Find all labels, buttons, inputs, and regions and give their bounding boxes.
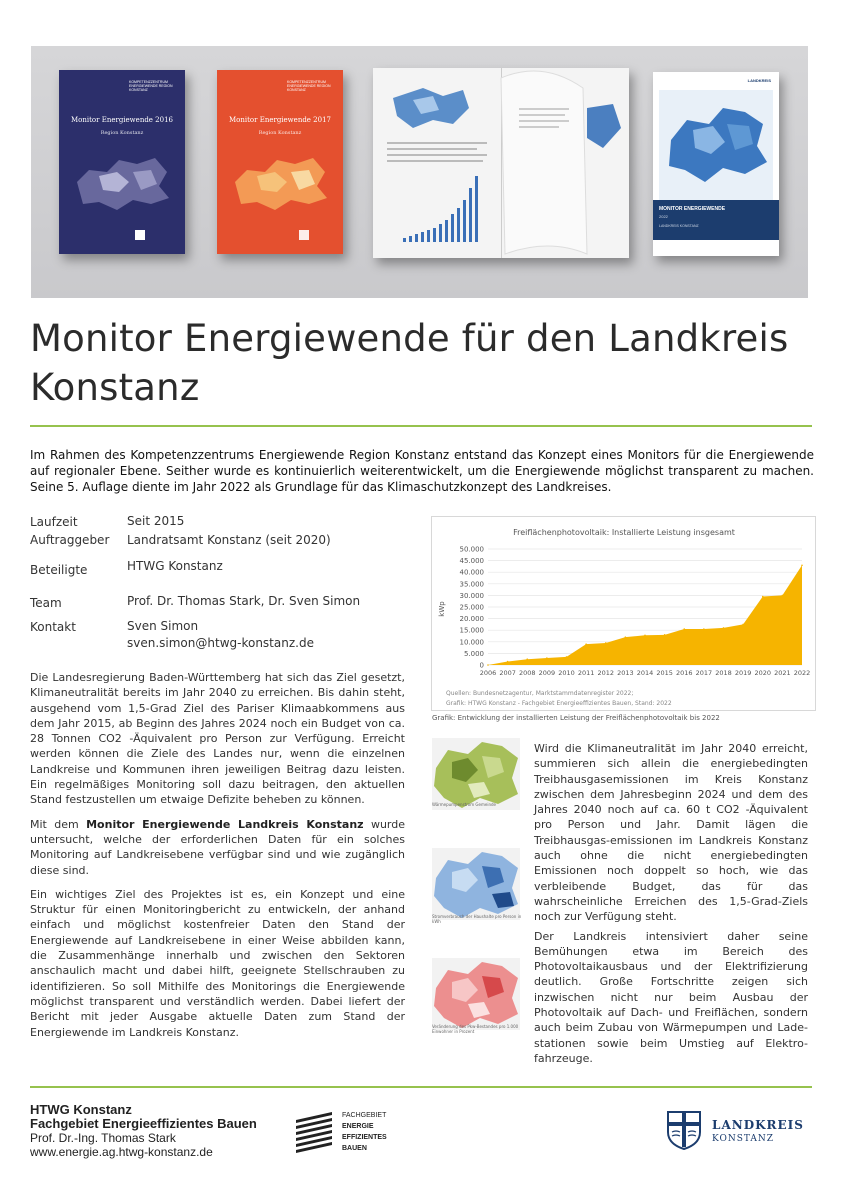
chart-source-1: Quellen: Bundesnetzagentur, Marktstammdatenregister 2022; xyxy=(446,690,634,697)
data-point-2022 xyxy=(801,564,803,566)
data-point-2007 xyxy=(507,661,509,663)
fgeeb-logo xyxy=(296,1112,406,1160)
map-household-power xyxy=(432,848,520,920)
chart-caption: Grafik: Entwicklung der installierten Leistung der Freiflächenphotovoltaik bis 2022 xyxy=(432,714,720,722)
cover-subtitle: Region Konstanz xyxy=(258,130,302,136)
region-map-graphic xyxy=(217,142,343,222)
y-tick-label: 50.000 xyxy=(459,545,484,554)
contact-email-link[interactable]: sven.simon@htwg-konstanz.de xyxy=(127,636,314,650)
y-tick-label: 0 xyxy=(479,661,484,670)
map-car-stock-legend: Veränderung des Pkw-Bestandes pro 1.000 Einwohner in Prozent xyxy=(432,1024,519,1034)
data-point-2011 xyxy=(585,643,587,645)
landkreis-logo-l2: KONSTANZ xyxy=(712,1134,775,1144)
intro-paragraph: Im Rahmen des Kompetenzzentrums Energiewende Region Konstanz entstand das Konzept eines Monitors für die Energiewende auf regionaler Ebene. Seither wurde es kontinuierlich weiterentwickelt, um die Energiewende möglichst transparent zu machen. Seine 5. Auflage diente im Jahr 2022 als Grundlage für das Klimaschutzkonzept des Landkreises. xyxy=(30,448,814,494)
cover-year: 2022 xyxy=(659,214,668,219)
left-column xyxy=(30,670,405,1049)
y-tick-label: 15.000 xyxy=(459,626,484,635)
fgeeb-logo-l2: ENERGIE xyxy=(342,1123,374,1130)
x-tick-label: 2013 xyxy=(617,669,634,677)
map-heat-pump xyxy=(432,738,520,810)
fgeeb-logo-l1: FACHGEBIET xyxy=(342,1112,387,1119)
data-point-2009 xyxy=(546,657,548,659)
data-point-2010 xyxy=(566,656,568,658)
data-point-2016 xyxy=(683,628,685,630)
cover-brand: LANDKREIS xyxy=(747,78,771,83)
report-cover-2016 xyxy=(59,70,185,254)
x-tick-label: 2014 xyxy=(636,669,654,677)
y-tick-label: 45.000 xyxy=(459,557,484,566)
fact-label-laufzeit: Laufzeit xyxy=(30,515,78,529)
x-tick-label: 2019 xyxy=(734,669,752,677)
data-point-2013 xyxy=(625,636,627,638)
x-tick-label: 2006 xyxy=(479,669,497,677)
data-point-2020 xyxy=(762,596,764,598)
cover-title: Monitor Energiewende 2017 xyxy=(228,116,331,124)
map-car-stock xyxy=(432,958,520,1030)
open-report xyxy=(373,68,629,258)
x-tick-label: 2017 xyxy=(695,669,713,677)
project-name: Monitor Energiewende Landkreis Konstanz xyxy=(86,817,364,831)
footer-professor: Prof. Dr.-Ing. Thomas Stark xyxy=(30,1131,176,1145)
chart-source-2: Grafik: HTWG Konstanz - Fachgebiet Energieeffizientes Bauen, Stand: 2022 xyxy=(446,700,672,707)
x-tick-label: 2021 xyxy=(774,669,791,677)
x-tick-label: 2020 xyxy=(754,669,772,677)
footer-institution: HTWG Konstanz xyxy=(30,1102,132,1117)
fact-label-auftraggeber: Auftraggeber xyxy=(30,533,110,547)
cover-subtitle: Region Konstanz xyxy=(100,130,144,136)
data-point-2018 xyxy=(723,627,725,629)
data-point-2014 xyxy=(644,635,646,637)
cover-title: Monitor Energiewende 2016 xyxy=(70,116,173,124)
cover-logo xyxy=(299,230,309,240)
paragraph-1: Die Landesregierung Baden-Württemberg hat sich das Ziel gesetzt, Klimaneutralität bereits im Jahr 2040 zu erreichen. Bis dahin steht, ausgehend vom 1,5-Grad Ziel des Pariser Klimaabkommens aus dem Jahr 2015, ab Beginn des Jahres 2024 noch ein Budget von ca. 28 Tonnen CO2 -Äquivalent pro Person zur Verfügung. Erreicht werden können die Ziele des Landes nur, wenn die einzelnen Landkreise und Kommunen ihren jeweiligen Beitrag dazu leisten. Ein regelmäßiges Monitoring soll dazu beitragen, den aktuellen Stand festzustellen um etwaige Defizite beheben zu können. xyxy=(30,671,405,807)
fact-label-kontakt: Kontakt xyxy=(30,620,76,634)
fact-value-team: Prof. Dr. Thomas Stark, Dr. Sven Simon xyxy=(127,594,361,608)
x-tick-label: 2018 xyxy=(715,669,732,677)
cover-subtitle: LANDKREIS KONSTANZ xyxy=(659,224,699,228)
fgeeb-logo-l3: EFFIZIENTES xyxy=(342,1134,387,1141)
fact-value-kontakt-name: Sven Simon xyxy=(127,619,199,633)
pv-chart-svg xyxy=(432,517,815,710)
cover-publisher: KOMPETENZZENTRUM ENERGIEWENDE REGION KONSTANZ xyxy=(129,80,173,92)
paragraph-4: Wird die Klimaneutralität im Jahr 2040 erreicht, summieren sich allein die energiebedingten Treibhausgasemissionen im Kreis Konstanz zwischen dem Jahresbeginn 2024 und dem des Jahres 2040 noch auf ca. 60 t CO2 -Äquivalent pro Person und Jahr. Damit lägen die Treibhausgas-emissionen im Landkreis Konstanz auch ohne die nicht energiebedingten Emissionen noch doppelt so hoch, wie das verbleibende Budget, das für das wahrscheinliche Erreichen des 1,5-Grad-Ziels noch zur Verfügung steht. xyxy=(534,742,808,924)
landkreis-logo xyxy=(666,1110,816,1152)
footer-website-link[interactable]: www.energie.ag.htwg-konstanz.de xyxy=(30,1145,213,1159)
cover-publisher: KOMPETENZZENTRUM ENERGIEWENDE REGION KONSTANZ xyxy=(287,80,331,92)
data-point-2008 xyxy=(526,658,528,660)
y-tick-label: 40.000 xyxy=(459,568,484,577)
footer-divider xyxy=(30,1086,812,1088)
data-point-2019 xyxy=(742,624,744,626)
x-tick-label: 2009 xyxy=(538,669,556,677)
y-tick-label: 30.000 xyxy=(459,591,484,600)
data-point-2006 xyxy=(487,664,489,666)
x-tick-label: 2011 xyxy=(577,669,595,677)
x-tick-label: 2008 xyxy=(518,669,536,677)
landkreis-logo-l1: LANDKREIS xyxy=(712,1118,804,1132)
fact-value-auftraggeber: Landratsamt Konstanz (seit 2020) xyxy=(127,533,331,547)
page-title: Monitor Energiewende für den Landkreis Konstanz xyxy=(30,317,789,409)
fgeeb-logo-l4: BAUEN xyxy=(342,1145,367,1152)
fact-label-beteiligte: Beteiligte xyxy=(30,563,88,577)
data-point-2012 xyxy=(605,642,607,644)
footer-department: Fachgebiet Energieeffizientes Bauen xyxy=(30,1116,257,1131)
fact-label-team: Team xyxy=(30,596,62,610)
open-report-pages xyxy=(373,68,629,258)
pv-chart xyxy=(431,516,816,711)
region-map-graphic xyxy=(59,142,185,222)
x-tick-label: 2010 xyxy=(558,669,575,677)
report-cover-2022 xyxy=(653,72,779,256)
x-tick-label: 2015 xyxy=(656,669,673,677)
cover-title: MONITOR ENERGIEWENDE xyxy=(659,206,726,212)
paragraph-3: Ein wichtiges Ziel des Projektes ist es, ein Konzept und eine Struktur für einen Monitoringbericht zu entwickeln, der anhand einfach und möglichst kostenfreier Daten den Stand der Energiewende auf Landkreisebene in einer Weise abbilden kann, die Zusammenhänge innerhalb und zwischen den Sektoren anschaulich macht und dabei hilft, geeignete Stellschrauben zu identifizieren. So soll Mithilfe des Monitorings die Energiewende möglichst transparent und verständlich werden. Dabei liefert der Bericht mit jeder Ausgabe aktuelle Daten zum Stand der Energiewende im Landkreis Konstanz. xyxy=(30,887,405,1039)
cover-band xyxy=(653,200,779,240)
x-tick-label: 2012 xyxy=(597,669,615,677)
y-tick-label: 20.000 xyxy=(459,615,484,624)
x-tick-label: 2007 xyxy=(499,669,516,677)
hero-image xyxy=(31,46,808,298)
fgeeb-logo-mark xyxy=(296,1112,336,1160)
fact-value-laufzeit: Seit 2015 xyxy=(127,514,185,528)
y-tick-label: 35.000 xyxy=(459,580,484,589)
data-point-2015 xyxy=(664,634,666,636)
x-tick-label: 2022 xyxy=(793,669,811,677)
data-point-2017 xyxy=(703,628,705,630)
landkreis-crest-icon xyxy=(666,1110,702,1150)
y-tick-label: 25.000 xyxy=(459,603,484,612)
chart-ylabel: kWp xyxy=(438,601,446,617)
map-household-power-legend: Stromverbrauch der Haushalte pro Person in kWh xyxy=(432,914,522,924)
title-divider xyxy=(30,425,812,427)
y-tick-label: 5.000 xyxy=(463,649,484,658)
pv-area-series xyxy=(488,565,802,665)
data-point-2021 xyxy=(782,595,784,597)
paragraph-2: Mit dem Monitor Energiewende Landkreis Konstanz wurde untersucht, welche der erforderlichen Daten für ein solches Monitoring auf Landkreisebene verfügbar sind und wie zugänglich diese sind. xyxy=(30,817,406,877)
chart-title: Freiflächenphotovoltaik: Installierte Leistung insgesamt xyxy=(513,528,735,537)
map-heat-pump-legend: Wärmepumpenstrom Gemeinde xyxy=(432,802,496,807)
x-tick-label: 2016 xyxy=(675,669,693,677)
fact-value-beteiligte: HTWG Konstanz xyxy=(127,559,223,573)
cover-logo xyxy=(135,230,145,240)
report-cover-2017 xyxy=(217,70,343,254)
right-column xyxy=(534,741,808,1075)
paragraph-5: Der Landkreis intensiviert daher seine Bemühungen etwa im Bereich des Photovoltaikausbaus und der Elektrifizierung deutlich. Große Fortschritte zeigen sich inzwischen nicht nur beim Ausbau der Photovoltaik auf Dach- und Freiflächen, sondern auch beim Zubau von Wärmepumpen und Lade-stationen sowie beim Umstieg auf Elektro-fahrzeuge. xyxy=(534,929,808,1065)
region-map-graphic xyxy=(653,90,779,200)
y-tick-label: 10.000 xyxy=(459,638,484,647)
